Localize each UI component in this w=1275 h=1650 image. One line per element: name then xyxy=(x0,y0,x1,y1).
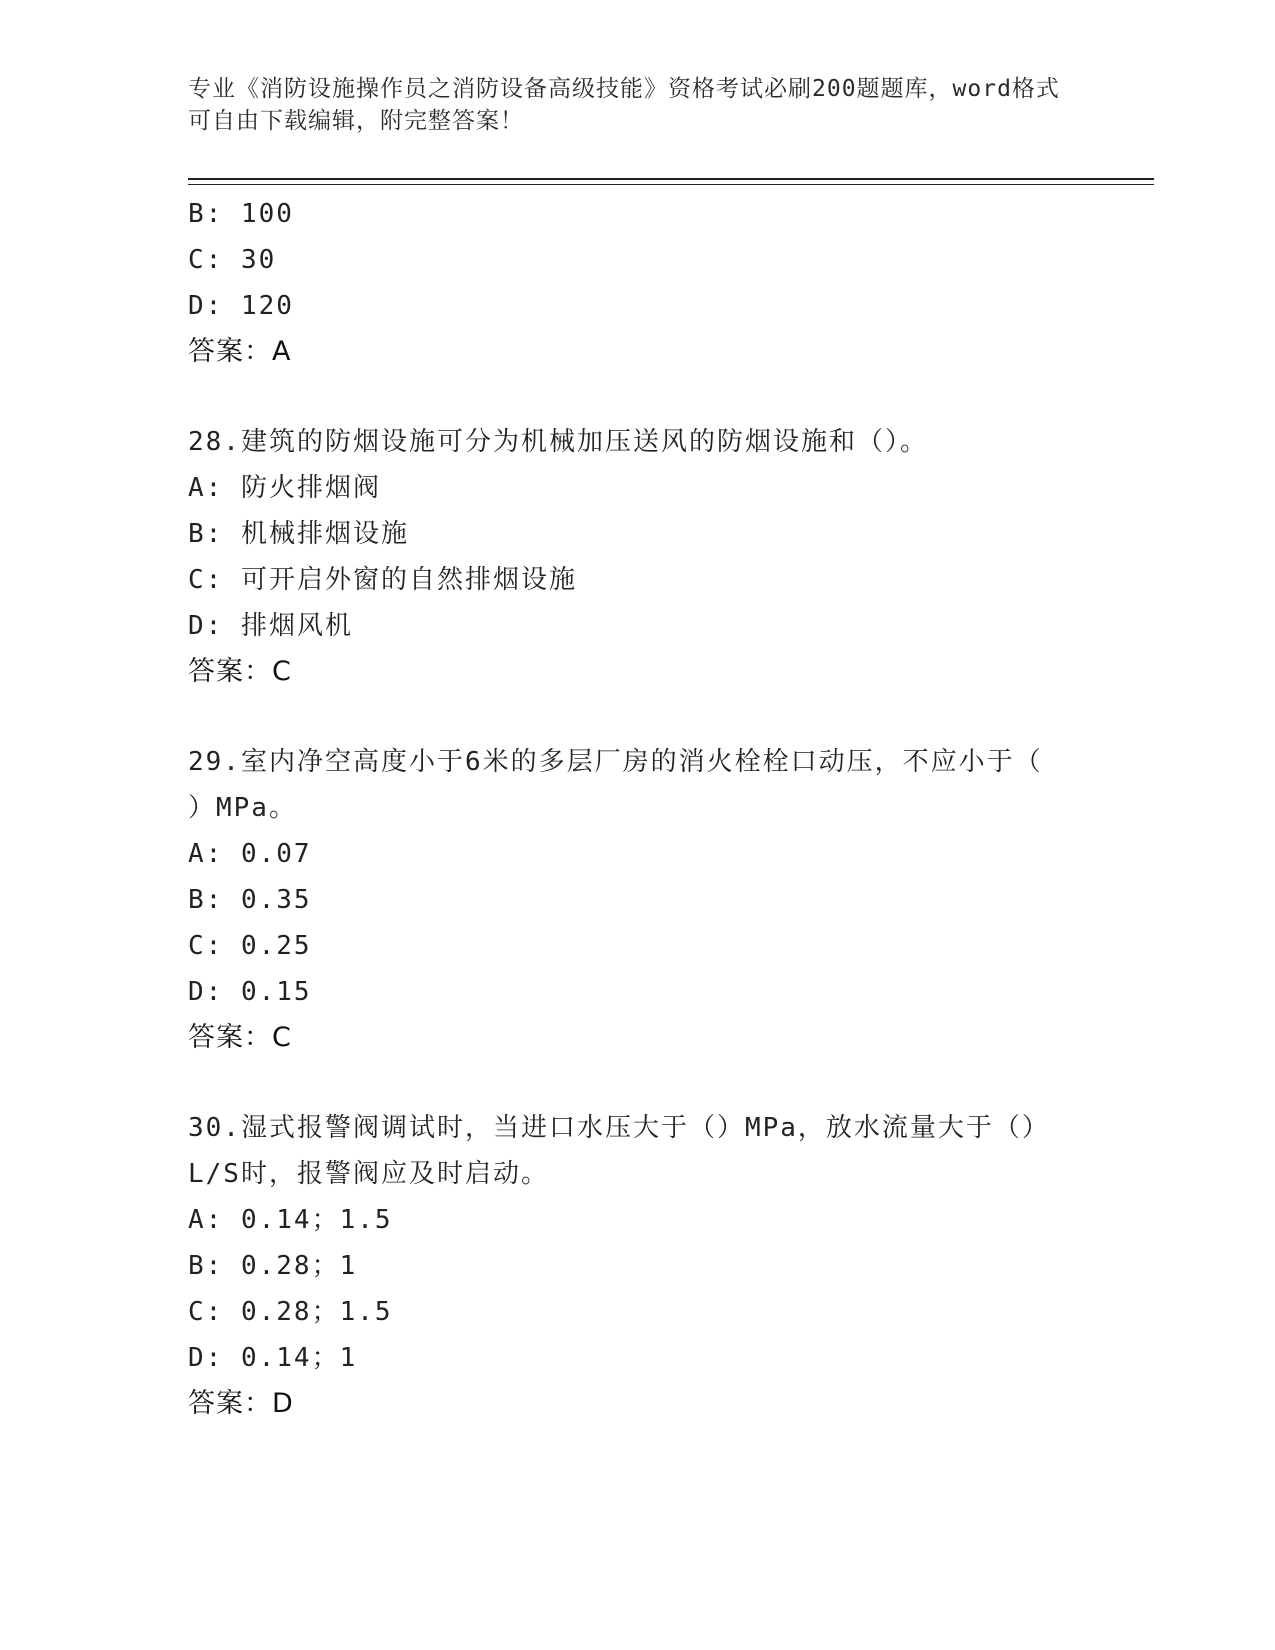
document-header xyxy=(188,73,1068,137)
answer-line: 答案：C xyxy=(188,656,292,687)
option-d: D: 0.14；1 xyxy=(188,1343,358,1373)
spacer xyxy=(188,695,1088,739)
question-text-line-2: ）MPa。 xyxy=(188,793,297,823)
question-text-line-1: 29.室内净空高度小于6米的多层厂房的消火栓栓口动压，不应小于（ xyxy=(188,747,1043,777)
option-d: D: 120 xyxy=(188,291,294,321)
option-a: A: 防火排烟阀 xyxy=(188,473,381,503)
header-divider-thin xyxy=(188,184,1154,185)
answer-line: 答案：A xyxy=(188,336,292,367)
question-29 xyxy=(188,739,1088,1061)
question-30 xyxy=(188,1105,1088,1427)
question-text-line-1: 30.湿式报警阀调试时，当进口水压大于（）MPa，放水流量大于（） xyxy=(188,1113,1050,1143)
option-c: C: 0.25 xyxy=(188,931,312,961)
question-text-line-2: L/S时，报警阀应及时启动。 xyxy=(188,1159,549,1189)
spacer xyxy=(188,1061,1088,1105)
answer-line: 答案：C xyxy=(188,1022,292,1053)
option-b: B: 机械排烟设施 xyxy=(188,519,409,549)
option-d: D: 0.15 xyxy=(188,977,312,1007)
header-text: 专业《消防设施操作员之消防设备高级技能》资格考试必刷200题题库，word格式可自由下载编辑，附完整答案！ xyxy=(188,76,1060,134)
document-body xyxy=(188,191,1088,1427)
option-c: C: 可开启外窗的自然排烟设施 xyxy=(188,565,577,595)
question-27-tail xyxy=(188,191,1088,375)
option-c: C: 30 xyxy=(188,245,277,275)
answer-line: 答案：D xyxy=(188,1388,294,1419)
question-28 xyxy=(188,419,1088,695)
option-b: B: 0.28；1 xyxy=(188,1251,358,1281)
option-a: A: 0.07 xyxy=(188,839,312,869)
spacer xyxy=(188,375,1088,419)
header-divider-thick xyxy=(188,178,1154,180)
question-text: 28.建筑的防烟设施可分为机械加压送风的防烟设施和（）。 xyxy=(188,427,928,457)
option-b: B: 0.35 xyxy=(188,885,312,915)
option-b: B: 100 xyxy=(188,199,294,229)
option-d: D: 排烟风机 xyxy=(188,611,353,641)
option-c: C: 0.28；1.5 xyxy=(188,1297,393,1327)
option-a: A: 0.14；1.5 xyxy=(188,1205,393,1235)
